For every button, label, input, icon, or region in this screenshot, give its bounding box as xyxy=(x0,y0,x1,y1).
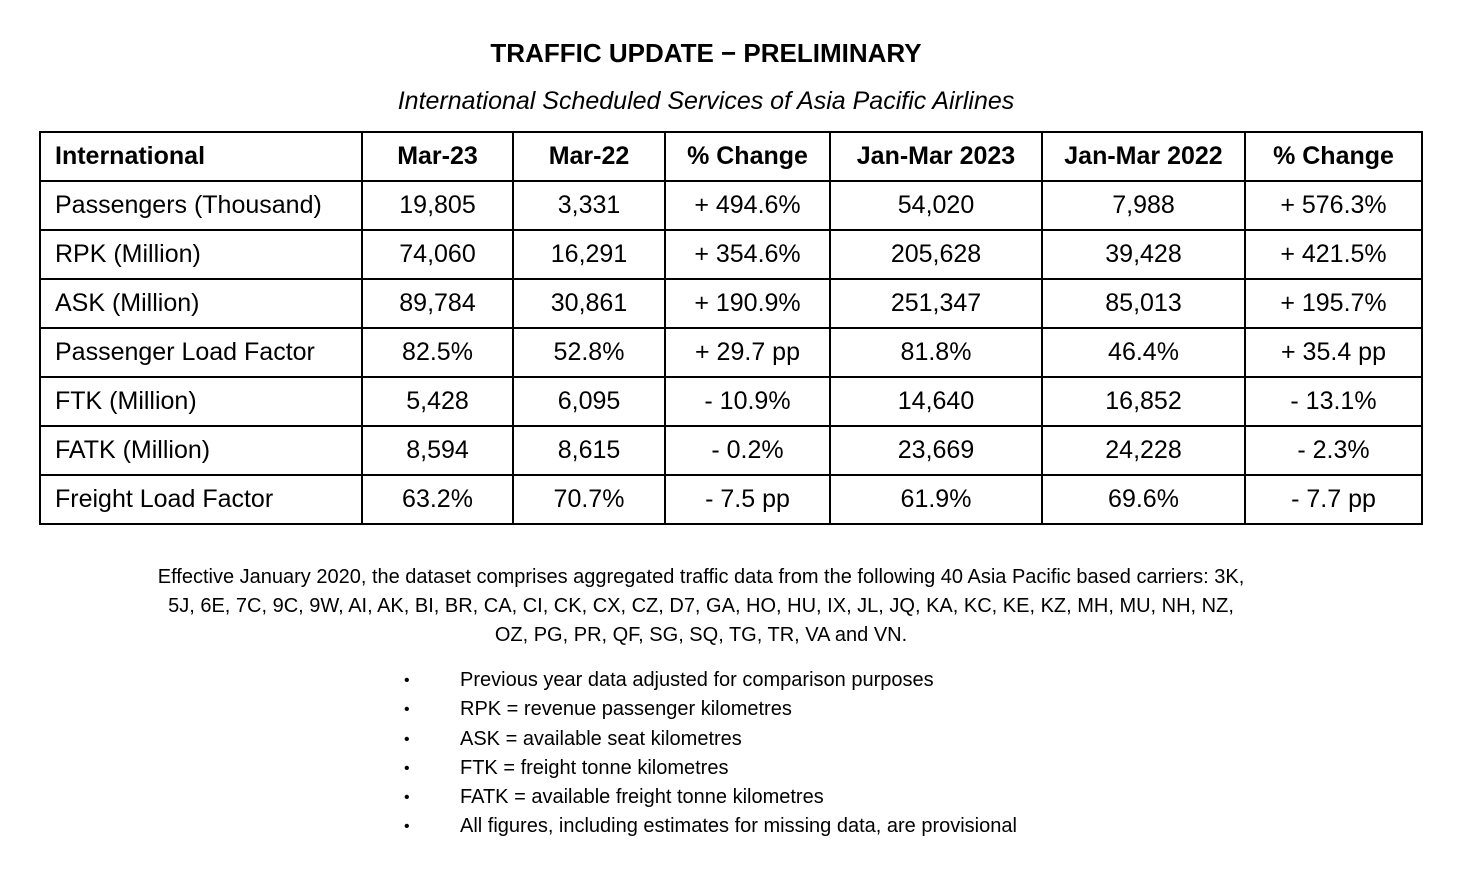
table-cell: + 195.7% xyxy=(1245,279,1422,328)
bullet-icon: • xyxy=(404,789,410,807)
list-item xyxy=(400,725,1017,754)
table-row xyxy=(40,426,1422,475)
table-cell: 39,428 xyxy=(1042,230,1245,279)
header-mar-23: Mar-23 xyxy=(362,132,513,181)
table-row xyxy=(40,279,1422,328)
table-cell: 69.6% xyxy=(1042,475,1245,524)
table-cell: 251,347 xyxy=(830,279,1042,328)
row-label: Passengers (Thousand) xyxy=(40,181,362,230)
table-cell: 19,805 xyxy=(362,181,513,230)
table-cell: - 7.7 pp xyxy=(1245,475,1422,524)
table-cell: 46.4% xyxy=(1042,328,1245,377)
note-text: FATK = available freight tonne kilometres xyxy=(460,786,824,809)
table-cell: 52.8% xyxy=(513,328,665,377)
note-text: ASK = available seat kilometres xyxy=(460,727,742,750)
table-cell: + 35.4 pp xyxy=(1245,328,1422,377)
table-cell: 7,988 xyxy=(1042,181,1245,230)
header-jan-mar-2022: Jan-Mar 2022 xyxy=(1042,132,1245,181)
report-subtitle: International Scheduled Services of Asia Pacific Airlines xyxy=(397,87,1015,115)
table-cell: - 13.1% xyxy=(1245,377,1422,426)
list-item xyxy=(400,695,1017,724)
table-row xyxy=(40,475,1422,524)
table-cell: + 190.9% xyxy=(665,279,830,328)
bullet-icon: • xyxy=(404,730,410,748)
table-cell: 24,228 xyxy=(1042,426,1245,475)
table-cell: 8,594 xyxy=(362,426,513,475)
carrier-footnote xyxy=(100,563,1302,650)
table-cell: + 494.6% xyxy=(665,181,830,230)
bullet-icon: • xyxy=(404,818,410,836)
table-cell: 74,060 xyxy=(362,230,513,279)
table-cell: 14,640 xyxy=(830,377,1042,426)
table-cell: 30,861 xyxy=(513,279,665,328)
table-cell: + 354.6% xyxy=(665,230,830,279)
table-cell: 63.2% xyxy=(362,475,513,524)
note-text: RPK = revenue passenger kilometres xyxy=(460,698,792,721)
table-cell: - 10.9% xyxy=(665,377,830,426)
table-cell: + 576.3% xyxy=(1245,181,1422,230)
table-cell: 23,669 xyxy=(830,426,1042,475)
note-text: FTK = freight tonne kilometres xyxy=(460,756,729,779)
footnote-line: Effective January 2020, the dataset comprises aggregated traffic data from the following 40 Asia Pacific based carriers: 3K, xyxy=(157,566,1245,588)
list-item xyxy=(400,783,1017,812)
list-item xyxy=(400,812,1017,841)
header-international: International xyxy=(40,132,362,181)
header-mar-22: Mar-22 xyxy=(513,132,665,181)
report-title: TRAFFIC UPDATE − PRELIMINARY xyxy=(490,38,922,68)
list-item xyxy=(400,666,1017,695)
table-header-row xyxy=(40,132,1422,181)
table-cell: + 421.5% xyxy=(1245,230,1422,279)
row-label: ASK (Million) xyxy=(40,279,362,328)
footnote-line: 5J, 6E, 7C, 9C, 9W, AI, AK, BI, BR, CA, CI, CK, CX, CZ, D7, GA, HO, HU, IX, JL, JQ, KA, KC, KE, KZ, MH, MU, NH, NZ, xyxy=(168,595,1234,617)
table-cell: 54,020 xyxy=(830,181,1042,230)
footnote-line: OZ, PG, PR, QF, SG, SQ, TG, TR, VA and VN. xyxy=(494,624,908,646)
header-ytd-change: % Change xyxy=(1245,132,1422,181)
row-label: RPK (Million) xyxy=(40,230,362,279)
traffic-table xyxy=(39,131,1423,525)
header-jan-mar-2023: Jan-Mar 2023 xyxy=(830,132,1042,181)
table-row xyxy=(40,377,1422,426)
table-cell: - 0.2% xyxy=(665,426,830,475)
table-cell: 85,013 xyxy=(1042,279,1245,328)
row-label: FATK (Million) xyxy=(40,426,362,475)
header-monthly-change: % Change xyxy=(665,132,830,181)
notes-list xyxy=(400,666,1017,842)
table-cell: 6,095 xyxy=(513,377,665,426)
table-row xyxy=(40,328,1422,377)
table-cell: 16,852 xyxy=(1042,377,1245,426)
note-text: All figures, including estimates for missing data, are provisional xyxy=(460,815,1017,838)
bullet-icon: • xyxy=(404,672,410,689)
table-cell: 205,628 xyxy=(830,230,1042,279)
table-cell: 81.8% xyxy=(830,328,1042,377)
table-row xyxy=(40,230,1422,279)
note-text: Previous year data adjusted for comparison purposes xyxy=(460,669,934,691)
bullet-icon: • xyxy=(404,701,410,719)
bullet-icon: • xyxy=(404,759,410,777)
list-item xyxy=(400,754,1017,783)
table-cell: 3,331 xyxy=(513,181,665,230)
row-label: Passenger Load Factor xyxy=(40,328,362,377)
table-row xyxy=(40,181,1422,230)
table-cell: 16,291 xyxy=(513,230,665,279)
row-label: FTK (Million) xyxy=(40,377,362,426)
table-cell: 61.9% xyxy=(830,475,1042,524)
row-label: Freight Load Factor xyxy=(40,475,362,524)
table-cell: 89,784 xyxy=(362,279,513,328)
table-cell: - 7.5 pp xyxy=(665,475,830,524)
table-cell: 5,428 xyxy=(362,377,513,426)
table-cell: + 29.7 pp xyxy=(665,328,830,377)
table-cell: - 2.3% xyxy=(1245,426,1422,475)
table-cell: 82.5% xyxy=(362,328,513,377)
table-cell: 8,615 xyxy=(513,426,665,475)
table-cell: 70.7% xyxy=(513,475,665,524)
